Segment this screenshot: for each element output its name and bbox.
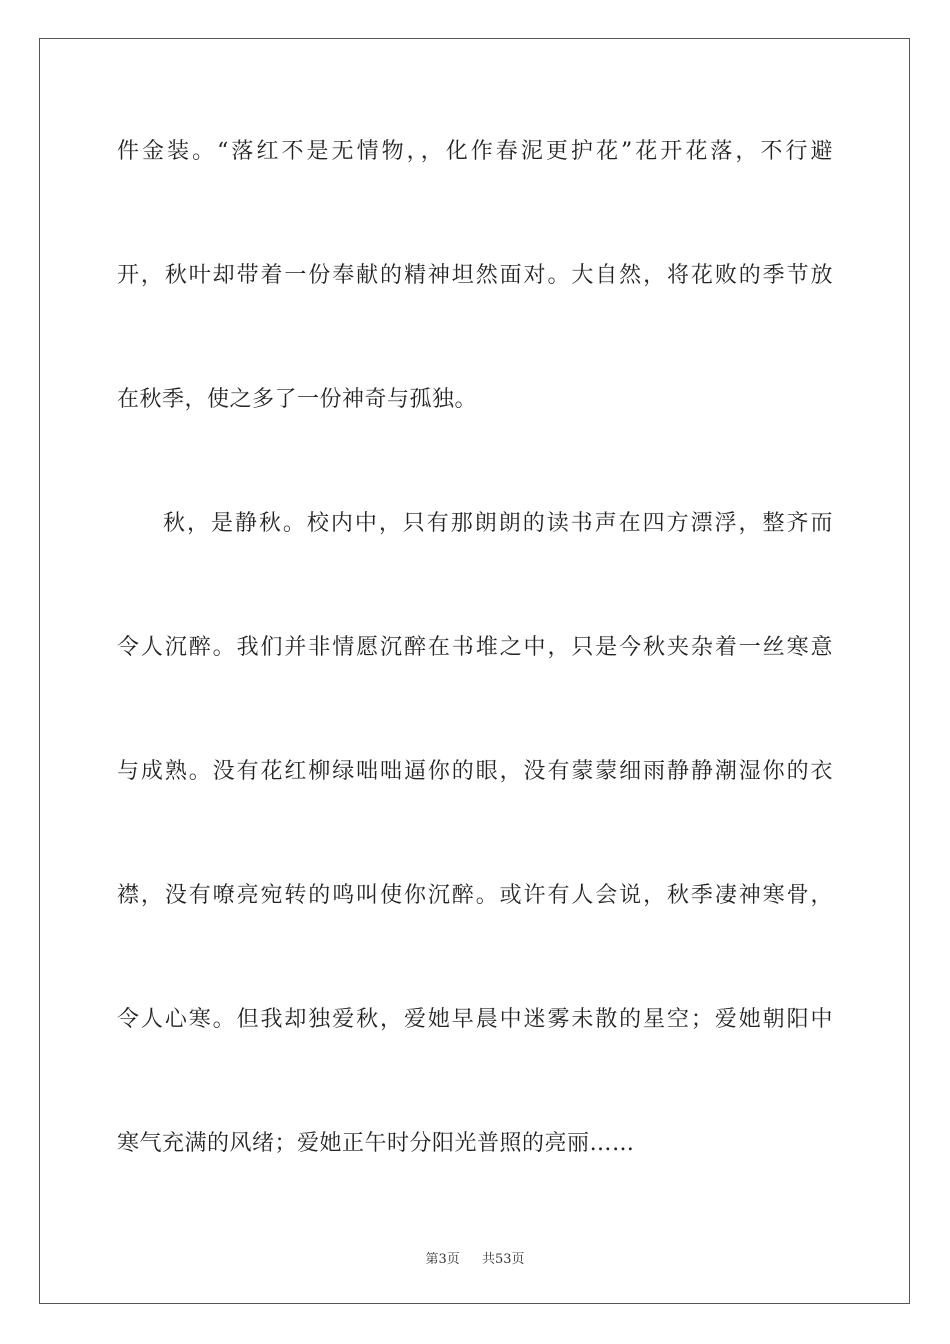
page-frame bbox=[39, 38, 910, 1304]
text-line: 令人心寒。但我却独爱秋，爱她早晨中迷雾未散的星空；爱她朝阳中 bbox=[117, 1007, 833, 1032]
paragraph-first-line: 秋，是静秋。校内中，只有那朗朗的读书声在四方漂浮，整齐而 bbox=[163, 511, 833, 536]
text-line: 襟，没有嘹亮宛转的鸣叫使你沉醉。或许有人会说，秋季凄神寒骨， bbox=[117, 883, 833, 908]
page-footer bbox=[0, 1248, 950, 1267]
page-number: 第3页 bbox=[425, 1252, 460, 1267]
text-line: 令人沉醉。我们并非情愿沉醉在书堆之中，只是今秋夹杂着一丝寒意 bbox=[117, 635, 833, 660]
page-total: 共53页 bbox=[482, 1252, 525, 1267]
text-line: 与成熟。没有花红柳绿咄咄逼你的眼，没有蒙蒙细雨静静潮湿你的衣 bbox=[117, 759, 833, 784]
text-line: 件金装。“落红不是无情物，，化作春泥更护花”花开花落，不行避 bbox=[117, 139, 833, 164]
text-line: 寒气充满的风绪；爱她正午时分阳光普照的亮丽…… bbox=[117, 1131, 635, 1156]
text-line: 在秋季，使之多了一份神奇与孤独。 bbox=[117, 387, 478, 412]
text-line: 开，秋叶却带着一份奉献的精神坦然面对。大自然，将花败的季节放 bbox=[117, 263, 833, 288]
